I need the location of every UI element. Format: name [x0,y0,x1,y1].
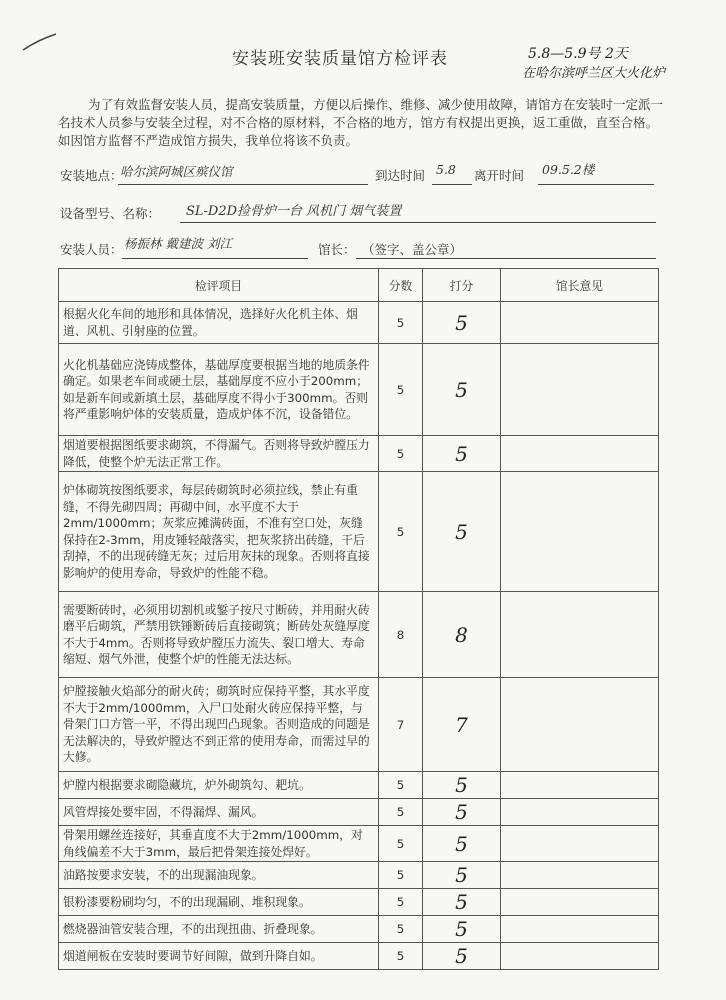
row-opinion [501,344,659,436]
table-row [59,826,659,862]
row-item: 烟道要根据图纸要求砌筑，不得漏气。否则将导致炉膛压力降低，使整个炉无法正常工作。 [59,436,379,472]
row-opinion [501,302,659,344]
row-mark: 7 [423,678,501,772]
row-mark: 5 [423,344,501,436]
header-mark: 打分 [423,269,501,302]
row-opinion [501,472,659,592]
row-opinion [501,943,659,970]
table-row [59,799,659,826]
table-row [59,344,659,436]
table-row [59,889,659,916]
row-mark: 5 [423,916,501,943]
model-label: 设备型号、名称： [60,206,161,221]
row-item: 根据火化车间的地形和具体情况，选择好火化机主体、烟道、风机、引射座的位置。 [59,302,379,344]
table-row [59,678,659,772]
row-item: 骨架用螺丝连接好，其垂直度不大于2mm/1000mm，对角线偏差不大于3mm，最后把骨架连接处焊好。 [59,826,379,862]
header-item: 检评项目 [59,269,379,302]
table-row [59,302,659,344]
row-score: 5 [379,472,423,592]
row-opinion [501,862,659,889]
row-mark: 5 [423,862,501,889]
location-row [60,166,123,184]
row-mark: 5 [423,889,501,916]
row-score: 5 [379,302,423,344]
row-score: 5 [379,772,423,799]
table-row [59,916,659,943]
handwritten-note-date: 5.8—5.9号 2天 [528,46,628,62]
table-row [59,592,659,678]
arrival-value: 5.8 [436,162,456,177]
row-opinion [501,826,659,862]
row-item: 银粉漆要粉刷均匀，不的出现漏刷、堆积现象。 [59,889,379,916]
intro-paragraph: 为了有效监督安装人员，提高安装质量，方便以后操作、维修、减少使用故障，请馆方在安装时一定派一名技术人员参与安装全过程，对不合格的原材料，不合格的地方，馆方有权提出更换，返工重做，直至合格。如因馆方监督不严造成馆方损失，我单位将该不负责。 [58,97,664,148]
row-opinion [501,889,659,916]
departure-label: 离开时间 [474,168,525,183]
table-row [59,772,659,799]
row-opinion [501,916,659,943]
row-score: 8 [379,592,423,678]
row-mark: 5 [423,302,501,344]
table-header-row [59,269,659,302]
row-opinion [501,678,659,772]
form-title: 安装班安装质量馆方检评表 [232,49,448,69]
staff-label: 安装人员： [60,242,123,257]
director-hint: （签字、盖公章） [362,242,463,257]
location-value: 哈尔滨阿城区殡仪馆 [120,164,233,179]
row-mark: 5 [423,799,501,826]
row-opinion [501,799,659,826]
header-opinion: 馆长意见 [501,269,659,302]
row-item: 烟道闸板在安装时要调节好间隙，做到升降自如。 [59,943,379,970]
row-opinion [501,592,659,678]
row-score: 5 [379,436,423,472]
row-score: 5 [379,943,423,970]
pen-stroke-mark [20,30,60,54]
row-score: 5 [379,889,423,916]
row-item: 炉膛内根据要求砌隐藏坑，炉外砌筑勾、耙坑。 [59,772,379,799]
handwritten-note-place: 在哈尔滨呼兰区大火化炉 [522,66,666,81]
row-mark: 5 [423,472,501,592]
arrival-label: 到达时间 [375,168,426,183]
header-score: 分数 [379,269,423,302]
row-item: 油路按要求安装，不的出现漏油现象。 [59,862,379,889]
model-value: SL-D2D捡骨炉一台 风机门 烟气装置 [186,204,402,219]
row-item: 需要断砖时，必须用切割机或錾子按尺寸断砖，并用耐火砖磨平后砌筑，严禁用铁锤断砖后直接砌筑；断砖处灰缝厚度不大于4mm。否则将导致炉膛压力流失、裂口增大、寿命缩短、烟气外泄，使整个炉的性能无法达标。 [59,592,379,678]
director-label: 馆长： [318,242,356,257]
row-opinion [501,436,659,472]
row-score: 5 [379,916,423,943]
row-mark: 5 [423,436,501,472]
departure-value: 09.5.2楼 [542,162,595,177]
row-score: 5 [379,799,423,826]
evaluation-table [58,268,659,970]
row-item: 炉膛接触火焰部分的耐火砖；砌筑时应保持平整，其水平度不大于2mm/1000mm，入尸口处耐火砖应保持平整，与骨架门口方管一平，不得出现凹凸现象。否则造成的问题是无法解决的，导致炉膛达不到正常的使用寿命，而需过早的大修。 [59,678,379,772]
row-score: 5 [379,826,423,862]
row-score: 5 [379,344,423,436]
row-mark: 5 [423,772,501,799]
row-mark: 5 [423,943,501,970]
table-row [59,472,659,592]
table-row [59,436,659,472]
row-item: 燃烧器油管安装合理，不的出现扭曲、折叠现象。 [59,916,379,943]
location-label: 安装地点： [60,168,123,183]
row-mark: 5 [423,826,501,862]
table-row [59,862,659,889]
row-item: 风管焊接处要牢固，不得漏焊、漏风。 [59,799,379,826]
row-item: 炉体砌筑按图纸要求，每层砖砌筑时必须拉线，禁止有重缝，不得先砌四周；再砌中间，水平度不大于2mm/1000mm；灰浆应摊满砖面，不准有空口处，灰缝保持在2-3mm，用皮锤轻敲落实，把灰浆挤出砖缝，干后刮掉，不的出现砖缝无灰；过后用灰抹的现象。否则将直接影响炉的使用寿命，导致炉的性能不稳。 [59,472,379,592]
row-score: 5 [379,862,423,889]
staff-value: 杨振林 戴建波 刘江 [124,236,232,251]
row-mark: 8 [423,592,501,678]
row-item: 火化机基础应浇铸成整体，基础厚度要根据当地的地质条件确定。如果老车间或硬土层，基础厚度不应小于200mm；如是新车间或新填土层，基础厚度不得小于300mm。否则将严重影响炉体的安装质量，造成炉体不沉，设备错位。 [59,344,379,436]
handwritten-note [522,44,717,84]
row-opinion [501,772,659,799]
row-score: 7 [379,678,423,772]
table-row [59,943,659,970]
